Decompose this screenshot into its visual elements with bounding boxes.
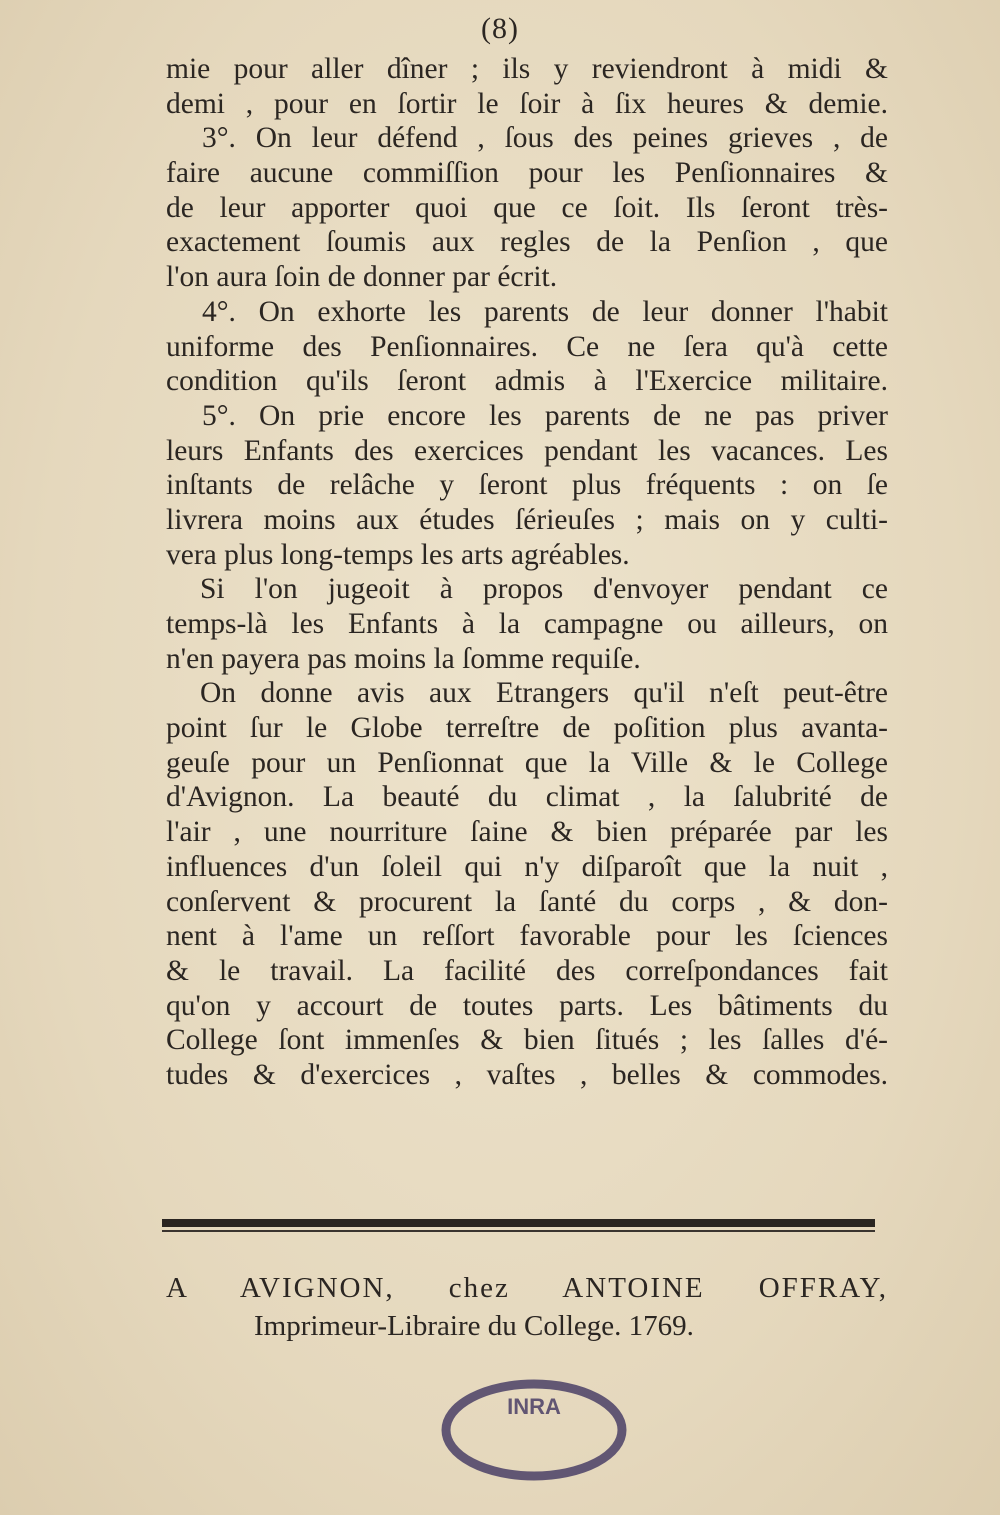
imprint-line-1: A AVIGNON, chez ANTOINE OFFRAY,: [166, 1272, 888, 1304]
text-line: livrera moins aux études ſérieuſes ; mais on y culti-: [166, 503, 888, 536]
text-line: 3°. On leur défend , ſous des peines grieves , de: [202, 122, 888, 155]
text-line: 4°. On exhorte les parents de leur donner l'habit: [202, 295, 888, 328]
text-line: uniforme des Penſionnaires. Ce ne ſera qu'à cette: [166, 330, 888, 363]
text-line: n'en payera pas moins la ſomme requiſe.: [166, 642, 641, 675]
text-line: 5°. On prie encore les parents de ne pas priver: [202, 399, 888, 432]
page-number: (8): [481, 12, 519, 45]
text-line: temps-là les Enfants à la campagne ou ailleurs, on: [166, 608, 888, 640]
text-line: l'on aura ſoin de donner par écrit.: [166, 261, 558, 294]
ornamental-rule: [162, 1219, 875, 1235]
library-stamp: [440, 1378, 628, 1482]
body-text: [166, 52, 888, 1093]
text-line: leurs Enfants des exercices pendant les vacances. Les: [166, 434, 888, 467]
text-line: exactement ſoumis aux regles de la Penſion , que: [166, 226, 888, 259]
text-line: mie pour aller dîner ; ils y reviendront à midi &: [166, 53, 888, 85]
stamp-text: INRA: [507, 1394, 561, 1419]
text-line: d'Avignon. La beauté du climat , la ſalubrité de: [166, 781, 888, 814]
text-line: Si l'on jugeoit à propos d'envoyer pendant ce: [200, 573, 888, 606]
text-line: College ſont immenſes & bien ſitués ; les ſalles d'é-: [166, 1024, 888, 1057]
text-line: l'air , une nourriture ſaine & bien préparée par les: [166, 816, 888, 849]
text-line: inſtants de relâche y ſeront plus fréquents : on ſe: [166, 469, 888, 502]
rule-thin: [162, 1230, 875, 1232]
text-line: demi , pour en ſortir le ſoir à ſix heures & demie.: [166, 87, 888, 120]
text-line: tudes & d'exercices , vaſtes , belles & commodes.: [166, 1058, 888, 1091]
imprint-line-2: Imprimeur-Libraire du College. 1769.: [254, 1310, 694, 1342]
text-line: de leur apporter quoi que ce ſoit. Ils ſeront très-: [166, 191, 888, 224]
text-line: & le travail. La facilité des correſpondances fait: [166, 954, 888, 987]
text-line: On donne avis aux Etrangers qu'il n'eſt peut-être: [200, 677, 888, 710]
text-line: qu'on y accourt de toutes parts. Les bâtiments du: [166, 989, 888, 1022]
text-line: point ſur le Globe terreſtre de poſition plus avanta-: [166, 712, 888, 745]
text-line: faire aucune commiſſion pour les Penſionnaires &: [166, 157, 888, 190]
text-line: vera plus long-temps les arts agréables.: [166, 538, 630, 571]
text-line: influences d'un ſoleil qui n'y diſparoît que la nuit ,: [166, 850, 888, 883]
rule-thick: [162, 1219, 875, 1227]
text-line: conſervent & procurent la ſanté du corps , & don-: [166, 885, 888, 918]
text-line: geuſe pour un Penſionnat que la Ville & le College: [166, 746, 888, 779]
text-line: nent à l'ame un reſſort favorable pour les ſciences: [166, 920, 888, 953]
text-line: condition qu'ils ſeront admis à l'Exercice militaire.: [166, 365, 888, 398]
